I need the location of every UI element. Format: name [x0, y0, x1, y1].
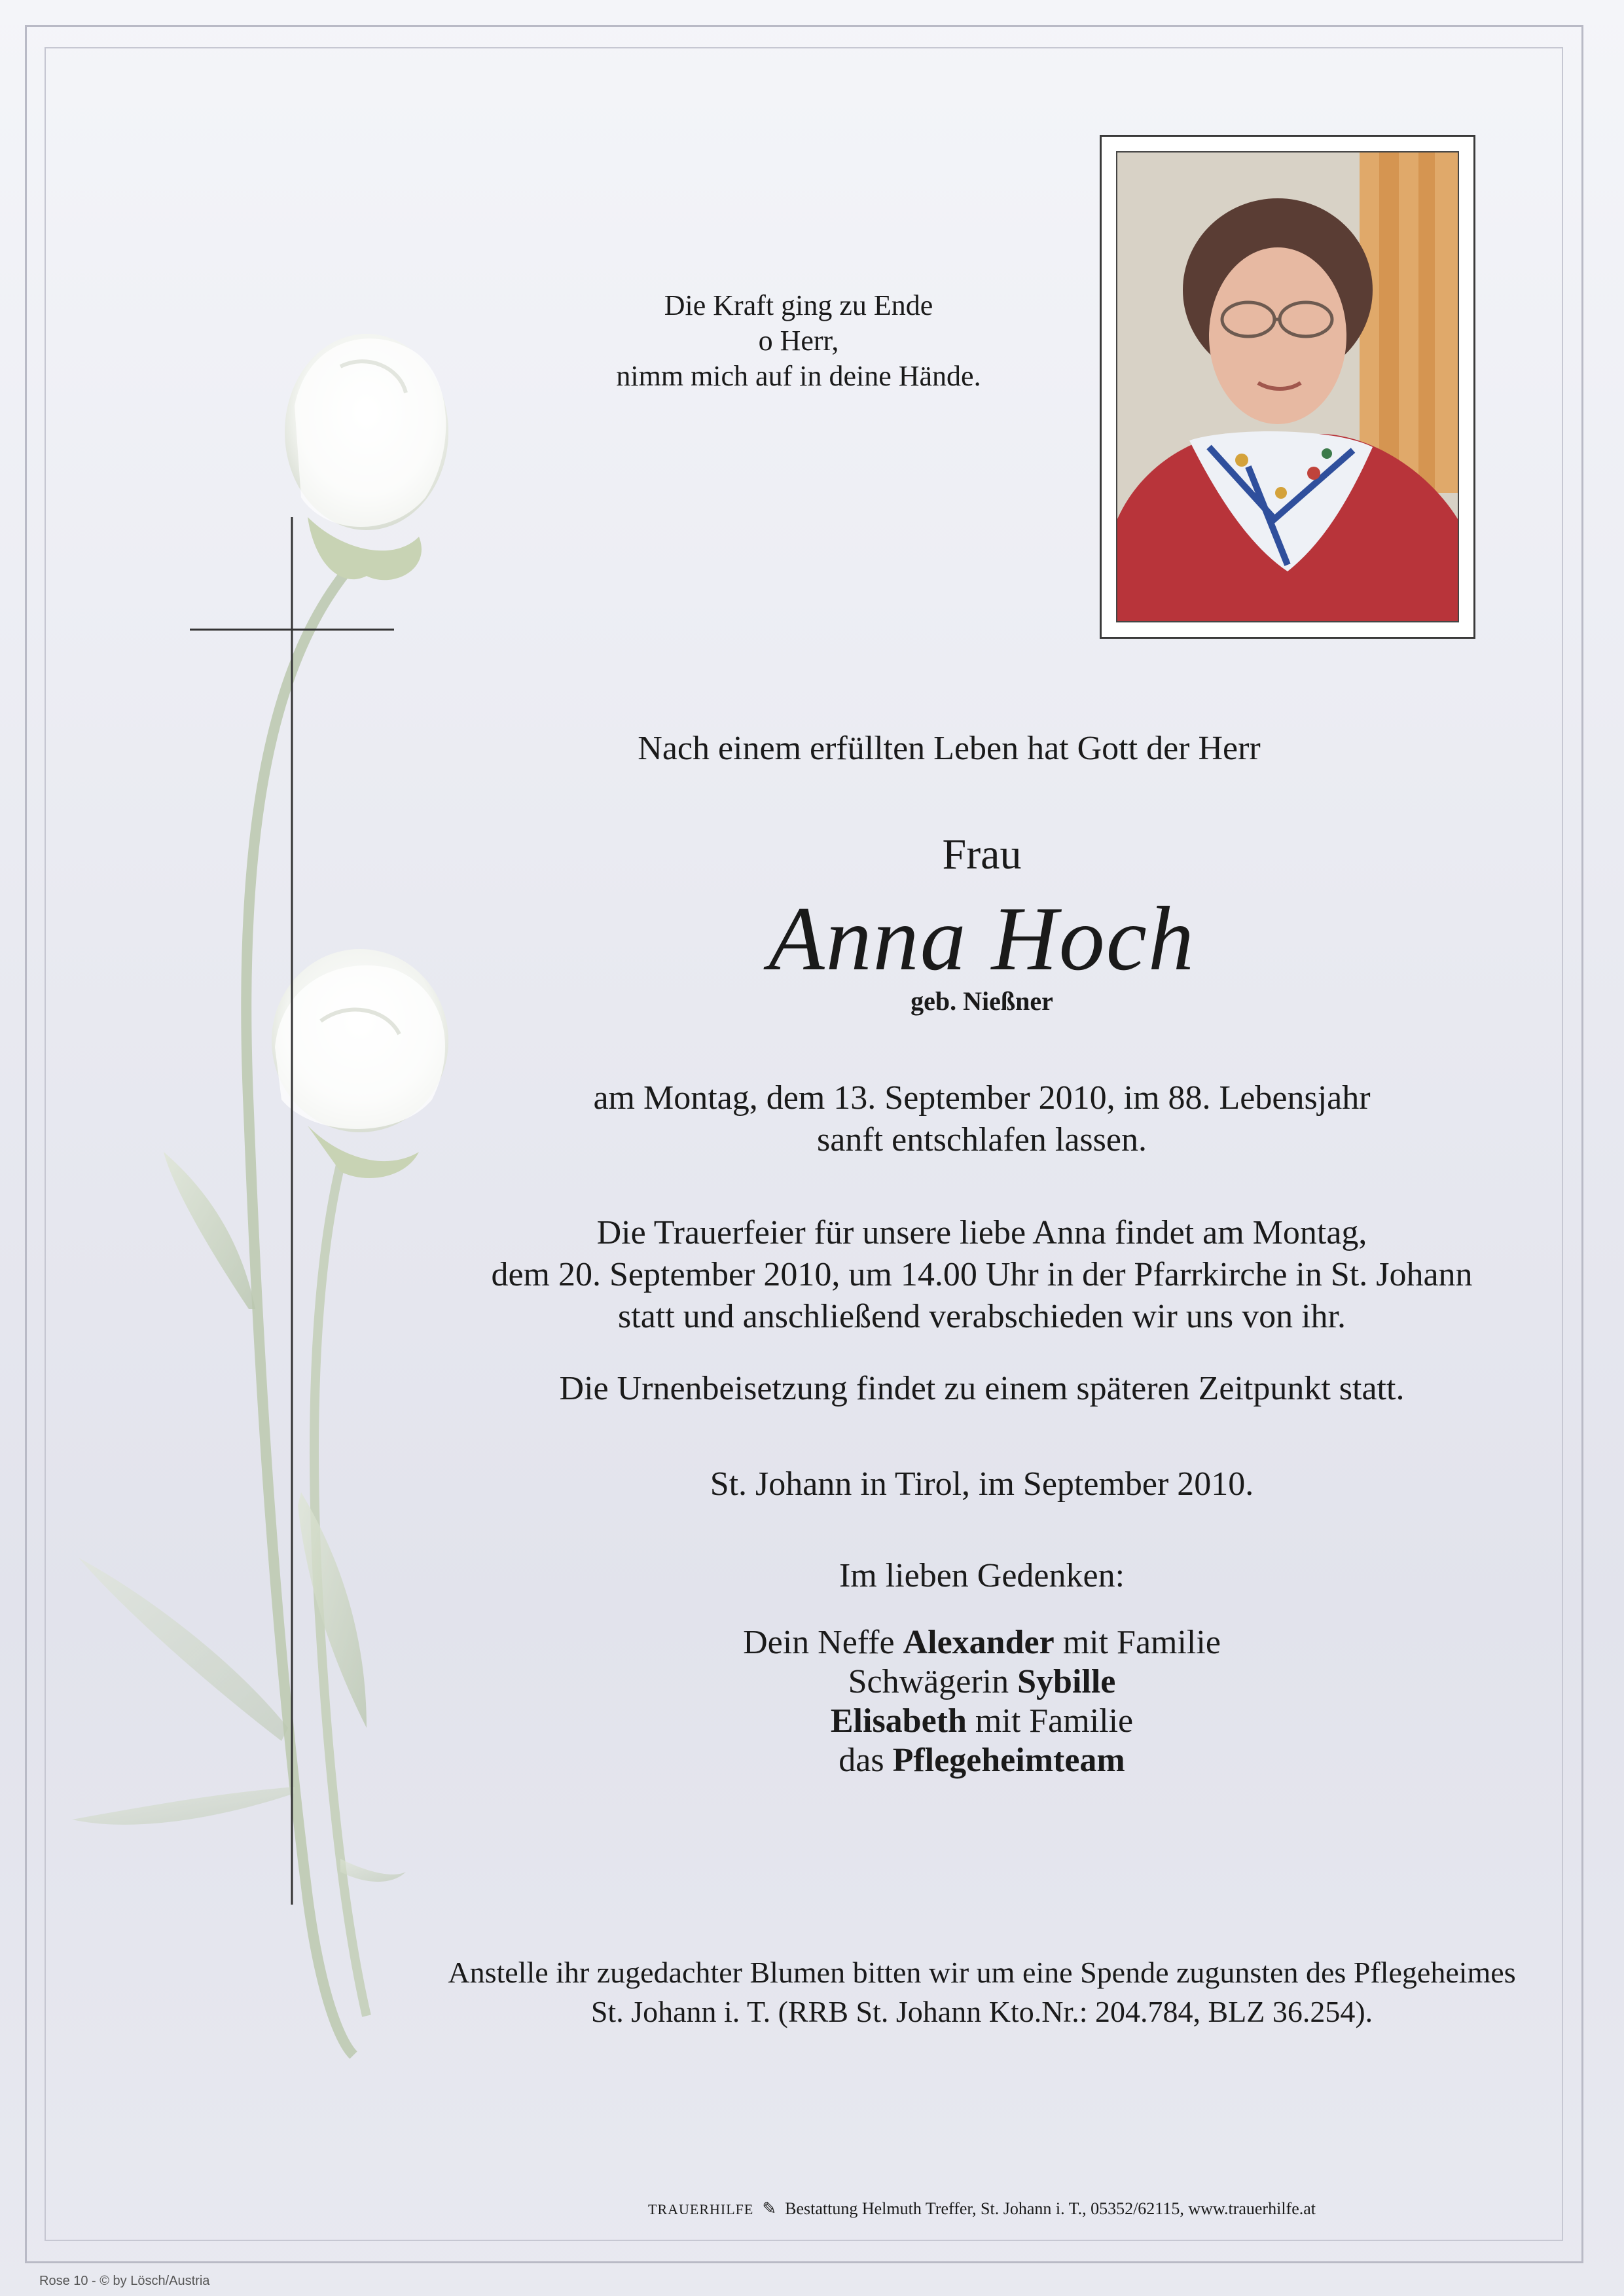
footer-brand: TRAUERHILFE	[648, 2201, 754, 2217]
urn-notice: Die Urnenbeisetzung findet zu einem späteren Zeitpunkt statt.	[559, 1370, 1405, 1407]
funeral-notice	[419, 1212, 1545, 1338]
mourner-line	[589, 1662, 1375, 1702]
portrait-photo-frame	[1100, 135, 1475, 639]
death-line-2: sanft entschlafen lassen.	[817, 1121, 1147, 1158]
portrait-photo	[1116, 151, 1459, 622]
donation-line-2: St. Johann i. T. (RRB St. Johann Kto.Nr.: 204.784, BLZ 36.254).	[590, 1995, 1373, 2028]
mourner-suffix: mit Familie	[966, 1702, 1134, 1740]
mourner-prefix: das	[839, 1742, 893, 1779]
mourner-line	[589, 1623, 1375, 1662]
mourners-list	[589, 1623, 1375, 1780]
cross-symbol	[0, 0, 524, 1964]
mourner-name: Alexander	[903, 1624, 1055, 1661]
honorific: Frau	[942, 831, 1022, 878]
footer-imprint	[484, 2199, 1479, 2219]
mourner-name: Sybille	[1017, 1663, 1116, 1700]
death-notice	[458, 1077, 1506, 1161]
mourner-prefix: Dein Neffe	[743, 1624, 903, 1661]
poem-verse	[550, 288, 1047, 394]
mourner-prefix: Schwägerin	[848, 1663, 1018, 1700]
mourner-name: Pflegeheimteam	[892, 1742, 1125, 1779]
funeral-line-2: dem 20. September 2010, um 14.00 Uhr in der Pfarrkirche in St. Johann	[491, 1256, 1473, 1293]
footer-text: Bestattung Helmuth Treffer, St. Johann i. T., 05352/62115, www.trauerhilfe.at	[785, 2199, 1316, 2218]
poem-line-3: nimm mich auf in deine Hände.	[616, 360, 981, 392]
mourner-name: Elisabeth	[830, 1702, 967, 1740]
intro-text: Nach einem erfüllten Leben hat Gott der Herr	[638, 730, 1261, 767]
poem-line-1: Die Kraft ging zu Ende	[664, 289, 933, 321]
image-credit: Rose 10 - © by Lösch/Austria	[39, 2274, 210, 2288]
funeral-line-3: statt und anschließend verabschieden wir uns von ihr.	[618, 1298, 1346, 1335]
donation-request	[367, 1953, 1597, 2032]
place-date: St. Johann in Tirol, im September 2010.	[710, 1465, 1254, 1503]
footer-logo-icon: ✎	[757, 2199, 781, 2218]
poem-line-2: o Herr,	[758, 325, 839, 357]
memory-heading: Im lieben Gedenken:	[839, 1557, 1125, 1594]
donation-line-1: Anstelle ihr zugedachter Blumen bitten wir um eine Spende zugunsten des Pflegeheimes	[448, 1956, 1516, 1989]
mourner-suffix: mit Familie	[1054, 1624, 1221, 1661]
mourner-line	[589, 1702, 1375, 1741]
deceased-name: Anna Hoch	[768, 888, 1195, 990]
maiden-name: geb. Nießner	[911, 986, 1053, 1016]
funeral-line-1: Die Trauerfeier für unsere liebe Anna findet am Montag,	[596, 1214, 1367, 1251]
mourner-line	[589, 1741, 1375, 1780]
portrait-illustration	[1117, 152, 1458, 621]
death-line-1: am Montag, dem 13. September 2010, im 88. Lebensjahr	[593, 1079, 1371, 1117]
